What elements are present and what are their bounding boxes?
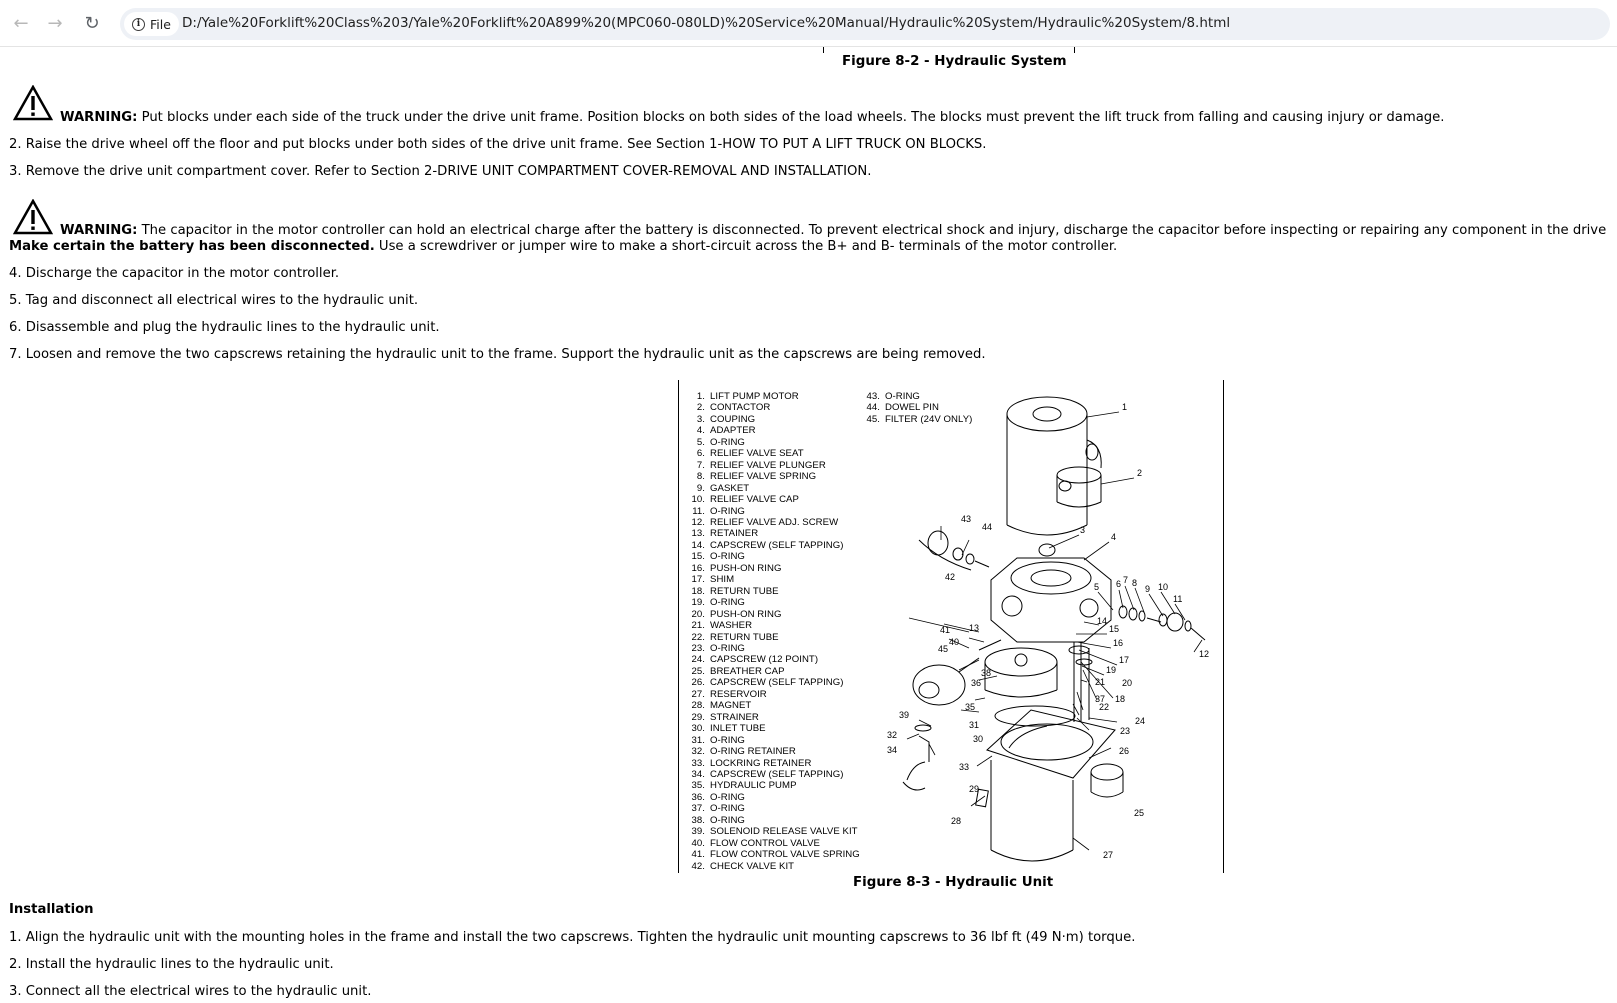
legend-label: COUPING bbox=[710, 413, 756, 425]
legend-label: RELIEF VALVE SEAT bbox=[710, 448, 804, 460]
callout-24: 24 bbox=[1135, 716, 1146, 726]
callout-43: 43 bbox=[961, 514, 972, 524]
reservoir-drawing bbox=[976, 760, 1073, 861]
legend-label: O-RING bbox=[710, 505, 745, 517]
callout-8: 8 bbox=[1132, 578, 1138, 588]
installation-step-1: 1. Align the hydraulic unit with the mounting holes in the frame and install the two capscrews. Tighten the hydraulic unit mounting capscrews to 36 lbf ft (49 N·m) torque. bbox=[9, 930, 1136, 945]
info-icon: i bbox=[132, 18, 145, 31]
legend-number: 5. bbox=[696, 436, 705, 448]
lift-pump-motor-drawing bbox=[1007, 397, 1101, 535]
figure-8-3-caption: Figure 8-3 - Hydraulic Unit bbox=[853, 875, 1054, 890]
callout-2: 2 bbox=[1137, 468, 1143, 478]
legend-number: 20. bbox=[691, 608, 705, 620]
callout-30: 30 bbox=[973, 734, 984, 744]
callout-20: 20 bbox=[1122, 678, 1133, 688]
callout-6: 6 bbox=[1116, 579, 1122, 589]
figure-8-3-hydraulic-unit bbox=[678, 380, 1224, 873]
callout-22: 22 bbox=[1099, 702, 1110, 712]
legend-label: RELIEF VALVE ADJ. SCREW bbox=[710, 516, 839, 528]
legend-number: 27. bbox=[691, 688, 705, 700]
legend-label: CAPSCREW (12 POINT) bbox=[710, 654, 819, 666]
contactor-drawing bbox=[1057, 467, 1101, 507]
callout-18: 18 bbox=[1115, 694, 1126, 704]
legend-label: O-RING bbox=[710, 814, 745, 826]
step-6: 6. Disassemble and plug the hydraulic lines to the hydraulic unit. bbox=[9, 320, 440, 335]
legend-label: O-RING bbox=[710, 642, 745, 654]
warning-2-text: The capacitor in the motor controller can hold an electrical charge after the battery is disconnected. To prevent electrical shock and injury, discharge the capacitor before inspecting or repairing any component in the drive bbox=[137, 223, 1607, 238]
callout-39: 39 bbox=[899, 710, 910, 720]
legend-label: LIFT PUMP MOTOR bbox=[710, 391, 799, 402]
callout-17: 17 bbox=[1119, 655, 1130, 665]
legend-number: 10. bbox=[691, 494, 705, 506]
legend-number: 45. bbox=[866, 413, 880, 425]
site-chip-label: File bbox=[150, 16, 171, 32]
legend-number: 2. bbox=[696, 402, 705, 414]
callout-9: 9 bbox=[1145, 584, 1151, 594]
reload-icon[interactable]: ↻ bbox=[84, 12, 100, 34]
warning-2 bbox=[60, 223, 1606, 239]
legend-number: 8. bbox=[696, 471, 705, 483]
legend-number: 15. bbox=[691, 551, 705, 563]
step-2: 2. Raise the drive wheel off the floor and put blocks under both sides of the drive unit frame. See Section 1-HOW TO PUT A LIFT TRUCK ON BLOCKS. bbox=[9, 137, 987, 152]
installation-heading: Installation bbox=[9, 902, 94, 917]
legend-number: 29. bbox=[691, 711, 705, 723]
legend-number: 42. bbox=[691, 860, 705, 872]
warning-triangle-icon bbox=[13, 85, 53, 121]
back-arrow-icon[interactable]: ← bbox=[13, 12, 29, 34]
installation-step-2: 2. Install the hydraulic lines to the hydraulic unit. bbox=[9, 957, 334, 972]
callout-4: 4 bbox=[1111, 532, 1117, 542]
callout-42: 42 bbox=[945, 572, 956, 582]
step-5: 5. Tag and disconnect all electrical wires to the hydraulic unit. bbox=[9, 293, 419, 308]
legend-number: 9. bbox=[696, 482, 705, 494]
legend-label: RELIEF VALVE CAP bbox=[710, 494, 799, 506]
check-valve-drawing bbox=[919, 531, 989, 570]
legend-label: STRAINER bbox=[710, 711, 759, 723]
callout-33: 33 bbox=[959, 762, 970, 772]
browser-toolbar bbox=[0, 0, 1617, 47]
legend-number: 28. bbox=[691, 700, 705, 712]
warning-2-label: WARNING: bbox=[60, 223, 138, 238]
callout-11: 11 bbox=[1173, 594, 1183, 604]
legend-number: 37. bbox=[691, 803, 705, 815]
callout-23: 23 bbox=[1120, 726, 1131, 736]
legend-label: CAPSCREW (SELF TAPPING) bbox=[710, 768, 844, 780]
callout-3: 3 bbox=[1080, 525, 1086, 535]
legend-label: O-RING bbox=[710, 791, 745, 803]
callout-19: 19 bbox=[1106, 665, 1117, 675]
adapter-housing-drawing bbox=[991, 544, 1111, 642]
step-4: 4. Discharge the capacitor in the motor controller. bbox=[9, 266, 340, 281]
callout-45: 45 bbox=[938, 644, 949, 654]
site-info-chip[interactable] bbox=[124, 12, 179, 36]
legend-label: CAPSCREW (SELF TAPPING) bbox=[710, 677, 844, 689]
legend-number: 11. bbox=[692, 505, 705, 517]
figure-8-2-caption: Figure 8-2 - Hydraulic System bbox=[842, 54, 1067, 69]
legend-number: 13. bbox=[691, 528, 705, 540]
callout-34: 34 bbox=[887, 745, 898, 755]
callout-10: 10 bbox=[1158, 582, 1169, 592]
callout-44: 44 bbox=[982, 522, 993, 532]
legend-number: 44. bbox=[866, 402, 880, 414]
warning-2-bold: Make certain the battery has been disconnected. bbox=[9, 239, 375, 254]
legend-label: RESERVOIR bbox=[710, 688, 767, 700]
warning-2-text-2: Use a screwdriver or jumper wire to make a short-circuit across the B+ and B- terminals of the motor controller. bbox=[374, 239, 1118, 254]
legend-number: 26. bbox=[691, 677, 705, 689]
legend-label: RELIEF VALVE SPRING bbox=[710, 471, 817, 483]
legend-label: MAGNET bbox=[710, 700, 752, 712]
callout-15: 15 bbox=[1109, 624, 1120, 634]
legend-label: PUSH-ON RING bbox=[710, 562, 782, 574]
callout-37: 37 bbox=[1095, 694, 1106, 704]
legend-number: 41. bbox=[691, 849, 705, 861]
legend-number: 40. bbox=[691, 837, 705, 849]
warning-triangle-icon bbox=[13, 199, 53, 235]
warning-1-label: WARNING: bbox=[60, 110, 138, 125]
legend-number: 43. bbox=[866, 391, 880, 402]
callout-16: 16 bbox=[1113, 638, 1124, 648]
callout-21: 21 bbox=[1095, 677, 1106, 687]
hydraulic-pump-drawing bbox=[985, 648, 1057, 697]
callout-25: 25 bbox=[1134, 808, 1145, 818]
legend-number: 24. bbox=[691, 654, 705, 666]
legend-label: HYDRAULIC PUMP bbox=[710, 780, 797, 792]
legend-number: 25. bbox=[691, 665, 705, 677]
legend-label: INLET TUBE bbox=[710, 723, 766, 735]
legend-label: RETAINER bbox=[710, 528, 759, 540]
step-3: 3. Remove the drive unit compartment cover. Refer to Section 2-DRIVE UNIT COMPARTMENT COVER-REMOVAL AND INSTALLATION. bbox=[9, 164, 872, 179]
callout-leaders bbox=[907, 412, 1202, 850]
legend-label: SHIM bbox=[710, 574, 735, 586]
legend-label: O-RING RETAINER bbox=[710, 746, 796, 758]
callout-26: 26 bbox=[1119, 746, 1130, 756]
legend-number: 6. bbox=[696, 448, 705, 460]
legend-label: SOLENOID RELEASE VALVE KIT bbox=[710, 826, 858, 838]
callout-41: 41 bbox=[940, 625, 951, 635]
legend-label: WASHER bbox=[710, 620, 753, 632]
legend-number: 36. bbox=[691, 791, 705, 803]
callout-13: 13 bbox=[969, 623, 980, 633]
legend-number: 35. bbox=[691, 780, 705, 792]
legend-label: CHECK VALVE KIT bbox=[710, 860, 795, 872]
legend-label: FLOW CONTROL VALVE bbox=[710, 837, 820, 849]
legend-label: PUSH-ON RING bbox=[710, 608, 782, 620]
legend-number: 21. bbox=[691, 620, 705, 632]
address-bar[interactable] bbox=[120, 8, 1610, 40]
legend-number: 38. bbox=[691, 814, 705, 826]
url-text[interactable]: D:/Yale%20Forklift%20Class%203/Yale%20Forklift%20A899%20(MPC060-080LD)%20Service%20Manual/Hydraulic%20System/Hydraulic%20System/8.html bbox=[182, 15, 1231, 31]
legend-number: 7. bbox=[696, 459, 705, 471]
legend-number: 17. bbox=[691, 574, 705, 586]
legend-label: RELIEF VALVE PLUNGER bbox=[710, 459, 826, 471]
legend-label: O-RING bbox=[710, 597, 745, 609]
legend-number: 22. bbox=[691, 631, 705, 643]
forward-arrow-icon[interactable]: → bbox=[47, 12, 63, 34]
legend-number: 4. bbox=[696, 425, 705, 437]
legend-label: GASKET bbox=[710, 482, 750, 494]
warning-1-text: Put blocks under each side of the truck under the drive unit frame. Position blocks on both sides of the load wheels. The blocks must prevent the lift truck from falling and causing injury or damage. bbox=[137, 110, 1445, 125]
legend-label: FLOW CONTROL VALVE SPRING bbox=[710, 849, 860, 861]
callout-28: 28 bbox=[951, 816, 962, 826]
callout-numbers bbox=[887, 402, 1209, 860]
legend-number: 30. bbox=[691, 723, 705, 735]
callout-35: 35 bbox=[965, 702, 976, 712]
callout-12: 12 bbox=[1199, 649, 1210, 659]
legend-number: 23. bbox=[691, 642, 705, 654]
callout-1: 1 bbox=[1122, 402, 1128, 412]
legend-number: 19. bbox=[691, 597, 705, 609]
legend-label: O-RING bbox=[710, 734, 745, 746]
legend-number: 3. bbox=[696, 413, 705, 425]
callout-36: 36 bbox=[971, 678, 982, 688]
figure-8-2-frame bbox=[823, 47, 1075, 53]
callout-40: 40 bbox=[949, 637, 960, 647]
legend-label: CONTACTOR bbox=[710, 402, 771, 414]
warning-1 bbox=[60, 110, 1444, 126]
legend-number: 18. bbox=[691, 585, 705, 597]
legend-number: 1. bbox=[696, 391, 705, 402]
reservoir-flange-drawing bbox=[987, 706, 1115, 778]
callout-31: 31 bbox=[969, 720, 980, 730]
callout-32: 32 bbox=[887, 730, 898, 740]
legend-label: O-RING bbox=[710, 803, 745, 815]
legend-number: 33. bbox=[691, 757, 705, 769]
step-7: 7. Loosen and remove the two capscrews retaining the hydraulic unit to the frame. Support the hydraulic unit as the capscrews are being removed. bbox=[9, 347, 986, 362]
callout-14: 14 bbox=[1097, 616, 1108, 626]
installation-step-3: 3. Connect all the electrical wires to the hydraulic unit. bbox=[9, 984, 372, 999]
callout-5: 5 bbox=[1094, 582, 1100, 592]
legend-label: ADAPTER bbox=[710, 425, 756, 437]
warning-2-line-2 bbox=[9, 239, 1117, 255]
legend-label: RETURN TUBE bbox=[710, 631, 779, 643]
legend-number: 34. bbox=[691, 768, 705, 780]
legend-label: O-RING bbox=[710, 551, 745, 563]
legend-label: LOCKRING RETAINER bbox=[710, 757, 812, 769]
relief-valve-stack-drawing bbox=[1119, 606, 1205, 640]
legend-number: 39. bbox=[691, 826, 705, 838]
callout-38: 38 bbox=[981, 668, 992, 678]
legend-number: 31. bbox=[691, 734, 705, 746]
legend-number: 32. bbox=[691, 746, 705, 758]
legend-number: 16. bbox=[691, 562, 705, 574]
legend-label: BREATHER CAP bbox=[710, 665, 785, 677]
legend-label: CAPSCREW (SELF TAPPING) bbox=[710, 539, 844, 551]
callout-7: 7 bbox=[1123, 575, 1129, 585]
legend-label: O-RING bbox=[710, 436, 745, 448]
legend-label: RETURN TUBE bbox=[710, 585, 779, 597]
legend-label: FILTER (24V ONLY) bbox=[885, 413, 973, 425]
hydraulic-unit-exploded-diagram bbox=[679, 380, 1225, 873]
legend-label: O-RING bbox=[885, 391, 920, 402]
legend-label: DOWEL PIN bbox=[885, 402, 939, 414]
legend-number: 14. bbox=[691, 539, 705, 551]
legend-number: 12. bbox=[691, 516, 705, 528]
callout-27: 27 bbox=[1103, 850, 1114, 860]
breather-cap-drawing bbox=[1091, 764, 1123, 797]
callout-29: 29 bbox=[969, 784, 980, 794]
